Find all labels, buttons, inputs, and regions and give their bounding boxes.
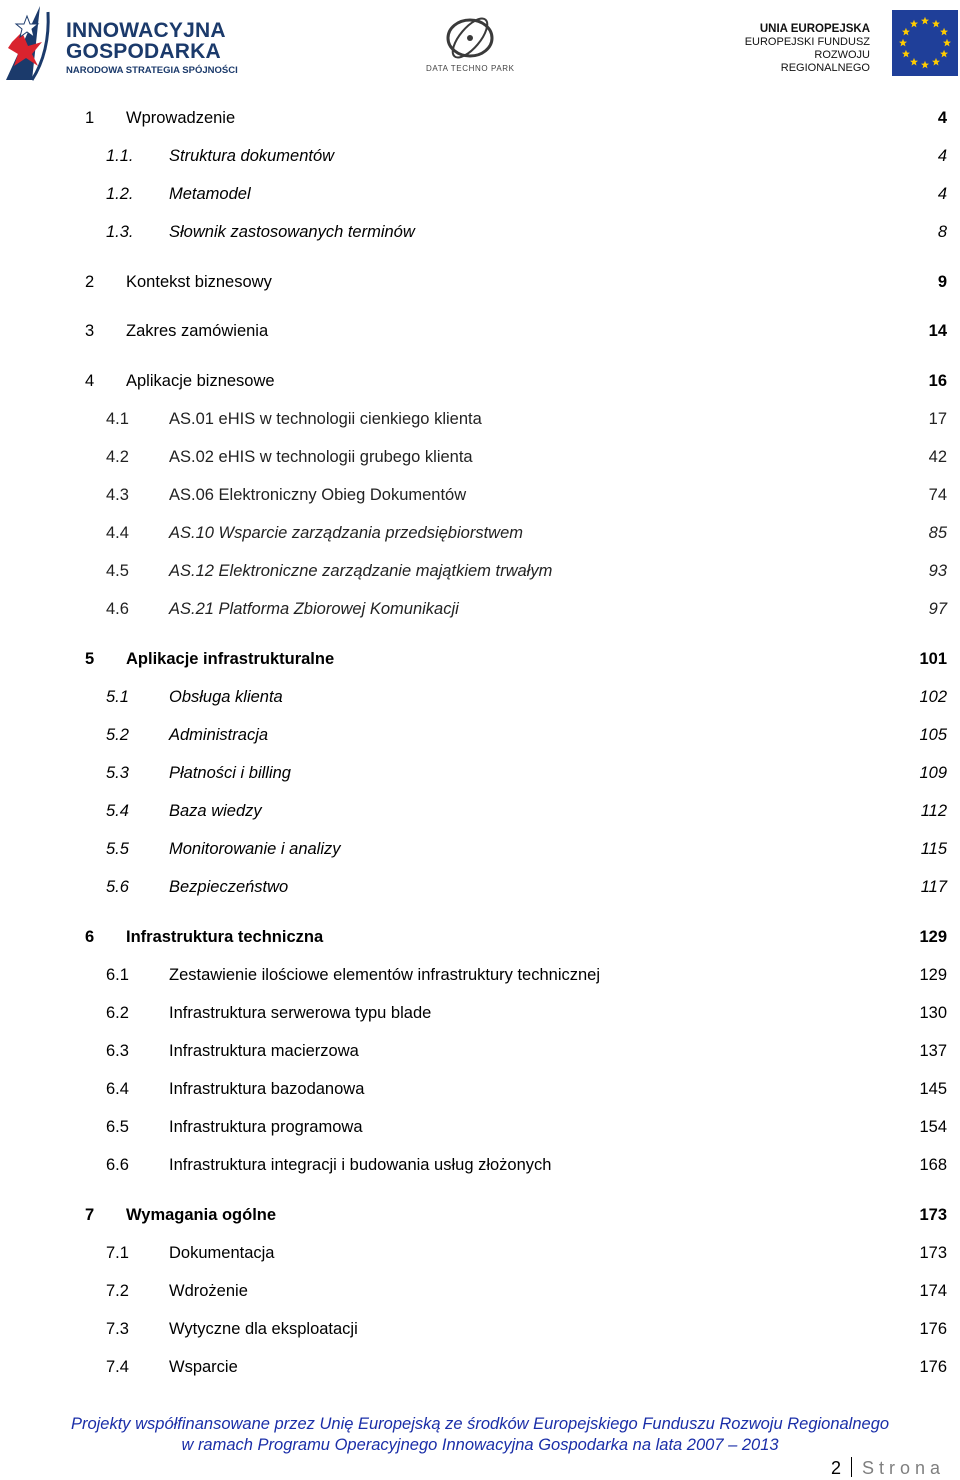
toc-entry-title: AS.06 Elektroniczny Obieg Dokumentów xyxy=(169,486,467,504)
toc-entry-number: 6.4 xyxy=(106,1080,129,1098)
toc-entry-title: Dokumentacja xyxy=(169,1244,275,1262)
cofinancing-line-2: w ramach Programu Operacyjnego Innowacyjna Gospodarka na lata 2007 – 2013 xyxy=(181,1436,779,1454)
toc-entry[interactable] xyxy=(0,1240,960,1266)
toc-entry-title: Zestawienie ilościowe elementów infrastruktury technicznej xyxy=(169,966,601,984)
toc-entry-page: 117 xyxy=(920,878,947,896)
toc-entry-title: Administracja xyxy=(169,726,269,744)
innowacyjna-gospodarka-logo xyxy=(0,2,250,82)
eu-line-1: UNIA EUROPEJSKA xyxy=(759,23,870,35)
toc-entry-title: Infrastruktura bazodanowa xyxy=(169,1080,365,1098)
toc-entry-number: 4.4 xyxy=(106,524,129,542)
toc-entry[interactable] xyxy=(0,924,960,950)
toc-entry-page: 168 xyxy=(919,1156,947,1174)
eu-line-2: EUROPEJSKI FUNDUSZ xyxy=(744,36,870,48)
toc-entry[interactable] xyxy=(0,1354,960,1380)
toc-entry-page: 173 xyxy=(919,1206,947,1224)
toc-entry-page: 145 xyxy=(919,1080,947,1098)
toc-entry-page: 176 xyxy=(919,1320,947,1338)
toc-entry-page: 112 xyxy=(920,802,947,820)
toc-entry-number: 6.6 xyxy=(106,1156,129,1174)
toc-entry-title: Wdrożenie xyxy=(169,1282,248,1300)
toc-entry-number: 1.2. xyxy=(106,185,134,203)
toc-entry-page: 154 xyxy=(919,1118,947,1136)
toc-entry[interactable] xyxy=(0,181,960,207)
toc-entry[interactable] xyxy=(0,368,960,394)
toc-entry-page: 129 xyxy=(919,928,947,946)
toc-entry-number: 4.3 xyxy=(106,486,129,504)
toc-entry-number: 5.4 xyxy=(106,802,129,820)
logo-line-1: INNOWACYJNA xyxy=(66,19,226,42)
toc-entry[interactable] xyxy=(0,406,960,432)
toc-entry-title: Infrastruktura integracji i budowania usług złożonych xyxy=(169,1156,552,1174)
toc-entry-title: Infrastruktura techniczna xyxy=(126,928,324,946)
toc-entry-title: Słownik zastosowanych terminów xyxy=(169,223,415,241)
toc-entry[interactable] xyxy=(0,318,960,344)
atom-orbit-icon xyxy=(420,12,520,62)
unia-europejska-logo xyxy=(730,10,960,80)
toc-entry[interactable] xyxy=(0,1278,960,1304)
toc-entry-title: Bezpieczeństwo xyxy=(169,878,289,896)
toc-entry-title: Wprowadzenie xyxy=(126,109,236,127)
toc-entry[interactable] xyxy=(0,874,960,900)
toc-entry[interactable] xyxy=(0,143,960,169)
logo-line-2: GOSPODARKA xyxy=(66,40,221,63)
toc-entry-number: 5.6 xyxy=(106,878,129,896)
toc-entry-number: 6.3 xyxy=(106,1042,129,1060)
toc-entry-page: 105 xyxy=(919,726,947,744)
toc-entry[interactable] xyxy=(0,1000,960,1026)
toc-entry-number: 4.5 xyxy=(106,562,129,580)
toc-entry-title: Infrastruktura serwerowa typu blade xyxy=(169,1004,432,1022)
toc-entry[interactable] xyxy=(0,1152,960,1178)
toc-entry-number: 3 xyxy=(85,322,95,340)
toc-entry[interactable] xyxy=(0,482,960,508)
toc-entry-number: 5.2 xyxy=(106,726,129,744)
toc-entry-page: 130 xyxy=(919,1004,947,1022)
toc-entry[interactable] xyxy=(0,1114,960,1140)
toc-entry[interactable] xyxy=(0,520,960,546)
toc-entry-page: 101 xyxy=(919,650,947,668)
toc-entry-page: 8 xyxy=(937,223,947,241)
toc-entry-title: Zakres zamówienia xyxy=(126,322,269,340)
toc-entry-number: 7 xyxy=(85,1206,95,1224)
toc-entry-page: 93 xyxy=(928,562,947,580)
toc-entry-number: 7.2 xyxy=(106,1282,129,1300)
toc-entry-title: Aplikacje biznesowe xyxy=(126,372,275,390)
logo-caption: DATA TECHNO PARK xyxy=(426,64,515,73)
toc-entry-title: Wytyczne dla eksploatacji xyxy=(169,1320,358,1338)
toc-entry-page: 4 xyxy=(937,185,947,203)
toc-entry[interactable] xyxy=(0,684,960,710)
toc-entry-page: 4 xyxy=(937,109,947,127)
toc-entry[interactable] xyxy=(0,219,960,245)
toc-entry[interactable] xyxy=(0,1076,960,1102)
toc-entry-title: Monitorowanie i analizy xyxy=(169,840,341,858)
toc-entry-page: 17 xyxy=(928,410,947,428)
toc-entry-title: Obsługa klienta xyxy=(169,688,283,706)
eu-line-3: ROZWOJU REGIONALNEGO xyxy=(780,49,870,74)
toc-entry-title: Wymagania ogólne xyxy=(126,1206,277,1224)
toc-entry-title: Kontekst biznesowy xyxy=(126,273,272,291)
page-header xyxy=(0,0,960,90)
toc-entry-number: 5.3 xyxy=(106,764,129,782)
toc-entry-title: Płatności i billing xyxy=(169,764,291,782)
cofinancing-line-1: Projekty współfinansowane przez Unię Europejską ze środków Europejskiego Funduszu Rozwoju Regionalnego xyxy=(70,1415,890,1433)
toc-entry-number: 5.5 xyxy=(106,840,129,858)
toc-entry-title: Infrastruktura macierzowa xyxy=(169,1042,359,1060)
toc-entry-title: Metamodel xyxy=(169,185,251,203)
toc-entry-title: AS.21 Platforma Zbiorowej Komunikacji xyxy=(169,600,459,618)
toc-entry-number: 4.1 xyxy=(106,410,129,428)
toc-entry-page: 16 xyxy=(928,372,947,390)
toc-entry-number: 6 xyxy=(85,928,95,946)
toc-entry-page: 129 xyxy=(919,966,947,984)
toc-entry[interactable] xyxy=(0,760,960,786)
toc-entry-number: 7.4 xyxy=(106,1358,129,1376)
toc-entry[interactable] xyxy=(0,798,960,824)
toc-entry[interactable] xyxy=(0,596,960,622)
eu-flag-icon xyxy=(892,10,958,76)
toc-entry[interactable] xyxy=(0,962,960,988)
toc-entry-page: 173 xyxy=(919,1244,947,1262)
toc-entry-page: 14 xyxy=(928,322,947,340)
toc-entry-page: 9 xyxy=(937,273,947,291)
toc-entry-title: Infrastruktura programowa xyxy=(169,1118,363,1136)
toc-entry-page: 74 xyxy=(928,486,947,504)
page-number-value: 2 xyxy=(830,1458,841,1478)
toc-entry[interactable] xyxy=(0,1038,960,1064)
toc-entry-title: AS.10 Wsparcie zarządzania przedsiębiorstwem xyxy=(169,524,523,542)
toc-entry-number: 1.3. xyxy=(106,223,134,241)
toc-entry-page: 174 xyxy=(919,1282,947,1300)
toc-entry-page: 109 xyxy=(919,764,947,782)
toc-entry-title: Wsparcie xyxy=(169,1358,238,1376)
toc-entry-number: 7.1 xyxy=(106,1244,129,1262)
toc-entry-number: 5.1 xyxy=(106,688,129,706)
toc-entry-page: 102 xyxy=(919,688,947,706)
toc-entry-page: 176 xyxy=(919,1358,947,1376)
toc-entry-title: Aplikacje infrastrukturalne xyxy=(126,650,335,668)
toc-entry-number: 6.2 xyxy=(106,1004,129,1022)
toc-entry-page: 85 xyxy=(928,524,947,542)
toc-entry[interactable] xyxy=(0,269,960,295)
toc-entry-title: AS.12 Elektroniczne zarządzanie majątkiem trwałym xyxy=(169,562,553,580)
toc-entry[interactable] xyxy=(0,722,960,748)
toc-entry-page: 4 xyxy=(937,147,947,165)
data-techno-park-logo xyxy=(420,12,530,82)
toc-entry-page: 137 xyxy=(919,1042,947,1060)
toc-entry-number: 7.3 xyxy=(106,1320,129,1338)
page-number xyxy=(831,1456,945,1480)
toc-entry-number: 5 xyxy=(85,650,95,668)
logo-line-3: NARODOWA STRATEGIA SPÓJNOŚCI xyxy=(66,65,238,76)
toc-entry-title: AS.01 eHIS w technologii cienkiego klienta xyxy=(169,410,482,428)
toc-entry-number: 4 xyxy=(85,372,95,390)
page-word: Strona xyxy=(861,1458,945,1478)
toc-entry[interactable] xyxy=(0,646,960,672)
toc-entry-title: Struktura dokumentów xyxy=(169,147,335,165)
toc-entry[interactable] xyxy=(0,836,960,862)
toc-entry-title: AS.02 eHIS w technologii grubego klienta xyxy=(169,448,473,466)
toc-entry-page: 115 xyxy=(920,840,947,858)
toc-entry-page: 97 xyxy=(928,600,947,618)
toc-entry-title: Baza wiedzy xyxy=(169,802,262,820)
toc-entry[interactable] xyxy=(0,444,960,470)
toc-entry[interactable] xyxy=(0,558,960,584)
toc-entry[interactable] xyxy=(0,1202,960,1228)
toc-entry-number: 4.6 xyxy=(106,600,129,618)
star-swoosh-icon xyxy=(2,2,64,82)
toc-entry-number: 6.1 xyxy=(106,966,129,984)
cofinancing-note xyxy=(0,1414,960,1456)
toc-entry-number: 6.5 xyxy=(106,1118,129,1136)
toc-entry[interactable] xyxy=(0,105,960,131)
toc-entry-number: 1 xyxy=(85,109,95,127)
toc-entry[interactable] xyxy=(0,1316,960,1342)
page-number-divider xyxy=(851,1457,852,1477)
toc-entry-page: 42 xyxy=(928,448,947,466)
toc-entry-number: 2 xyxy=(85,273,95,291)
toc-entry-number: 1.1. xyxy=(106,147,134,165)
toc-entry-number: 4.2 xyxy=(106,448,129,466)
